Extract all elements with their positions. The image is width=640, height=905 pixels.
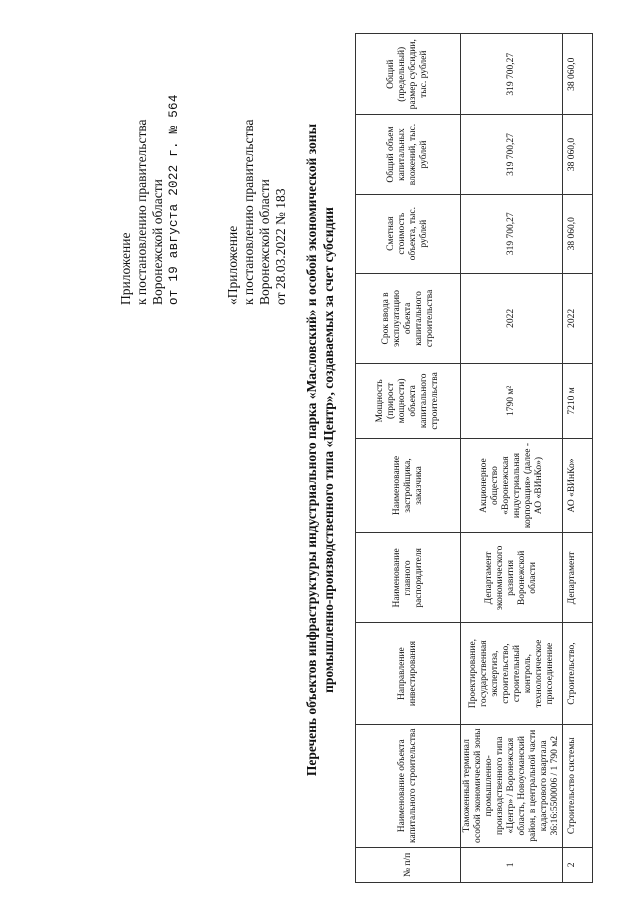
cell-investment: 319 700,27 — [461, 115, 563, 194]
header-date-line: от 19 августа 2022 г. № 564 — [167, 94, 181, 305]
prev-header-line-1: «Приложение — [225, 225, 240, 305]
document-title — [303, 15, 337, 885]
col-header-estimate: Сметная стоимость объекта, тыс. рублей — [356, 194, 461, 273]
cell-manager: Департамент экономического развития Воронежской области — [461, 533, 563, 623]
header-line-2: к постановлению правительства — [134, 119, 149, 305]
cell-num: 2 — [563, 847, 593, 882]
cell-capacity: 7210 м — [563, 363, 593, 438]
col-header-manager: Наименование главного распорядителя — [356, 533, 461, 623]
prev-header-line-4: от 28.03.2022 № 183 — [273, 188, 288, 305]
col-header-deadline: Срок ввода в эксплуатацию объекта капитального строительства — [356, 273, 461, 363]
col-header-capacity: Мощность (прирост мощности) объекта капитального строительства — [356, 363, 461, 438]
col-header-investment: Общий объем капитальных вложений, тыс. рублей — [356, 115, 461, 194]
cell-subsidy: 38 060,0 — [563, 34, 593, 115]
col-header-num: № п/п — [356, 847, 461, 882]
col-header-object: Наименование объекта капитального строительства — [356, 724, 461, 847]
cell-num: 1 — [461, 847, 563, 882]
cell-developer: Акционерное общество «Воронежская индустриальная корпорация» (далее - АО «ВИнКо») — [461, 438, 563, 533]
cell-manager: Департамент — [563, 533, 593, 623]
cell-capacity: 1790 м² — [461, 363, 563, 438]
cell-estimate: 38 060,0 — [563, 194, 593, 273]
header-line-1: Приложение — [118, 232, 133, 305]
objects-table — [355, 33, 593, 883]
cell-direction: Строительство, — [563, 623, 593, 724]
cell-investment: 38 060,0 — [563, 115, 593, 194]
header-line-3: Воронежской области — [150, 179, 165, 305]
title-line-2: промышленно-производственного типа «Центр», создаваемых за счет субсидии — [321, 207, 336, 693]
cell-object: Строительство системы — [563, 724, 593, 847]
approval-header — [118, 94, 182, 305]
cell-estimate: 319 700,27 — [461, 194, 563, 273]
prev-header-line-2: к постановлению правительства — [241, 119, 256, 305]
cell-deadline: 2022 — [461, 273, 563, 363]
previous-approval-header — [225, 119, 289, 305]
col-header-developer: Наименование застройщика, заказчика — [356, 438, 461, 533]
cell-direction: Проектирование, государственная экспертиза, строительство, строительный контроль, технологическое присоединение — [461, 623, 563, 724]
col-header-subsidy: Общий (предельный) размер субсидии, тыс. рублей — [356, 34, 461, 115]
table-row — [563, 34, 593, 883]
cell-object: Таможенный терминал особой экономической зоны промышленно-производственного типа «Центр» / Воронежская область, Новоусманский район, в центральной части кадастрового квартала 36:16:5500006 / 1 790 м2 — [461, 724, 563, 847]
table-row — [461, 34, 563, 883]
cell-subsidy: 319 700,27 — [461, 34, 563, 115]
prev-header-line-3: Воронежской области — [257, 179, 272, 305]
title-line-1: Перечень объектов инфраструктуры индустриального парка «Масловский» и особой экономической зоны — [304, 123, 319, 777]
cell-deadline: 2022 — [563, 273, 593, 363]
cell-developer: АО «ВИнКо» — [563, 438, 593, 533]
table-header-row — [356, 34, 461, 883]
col-header-direction: Направление инвестирования — [356, 623, 461, 724]
